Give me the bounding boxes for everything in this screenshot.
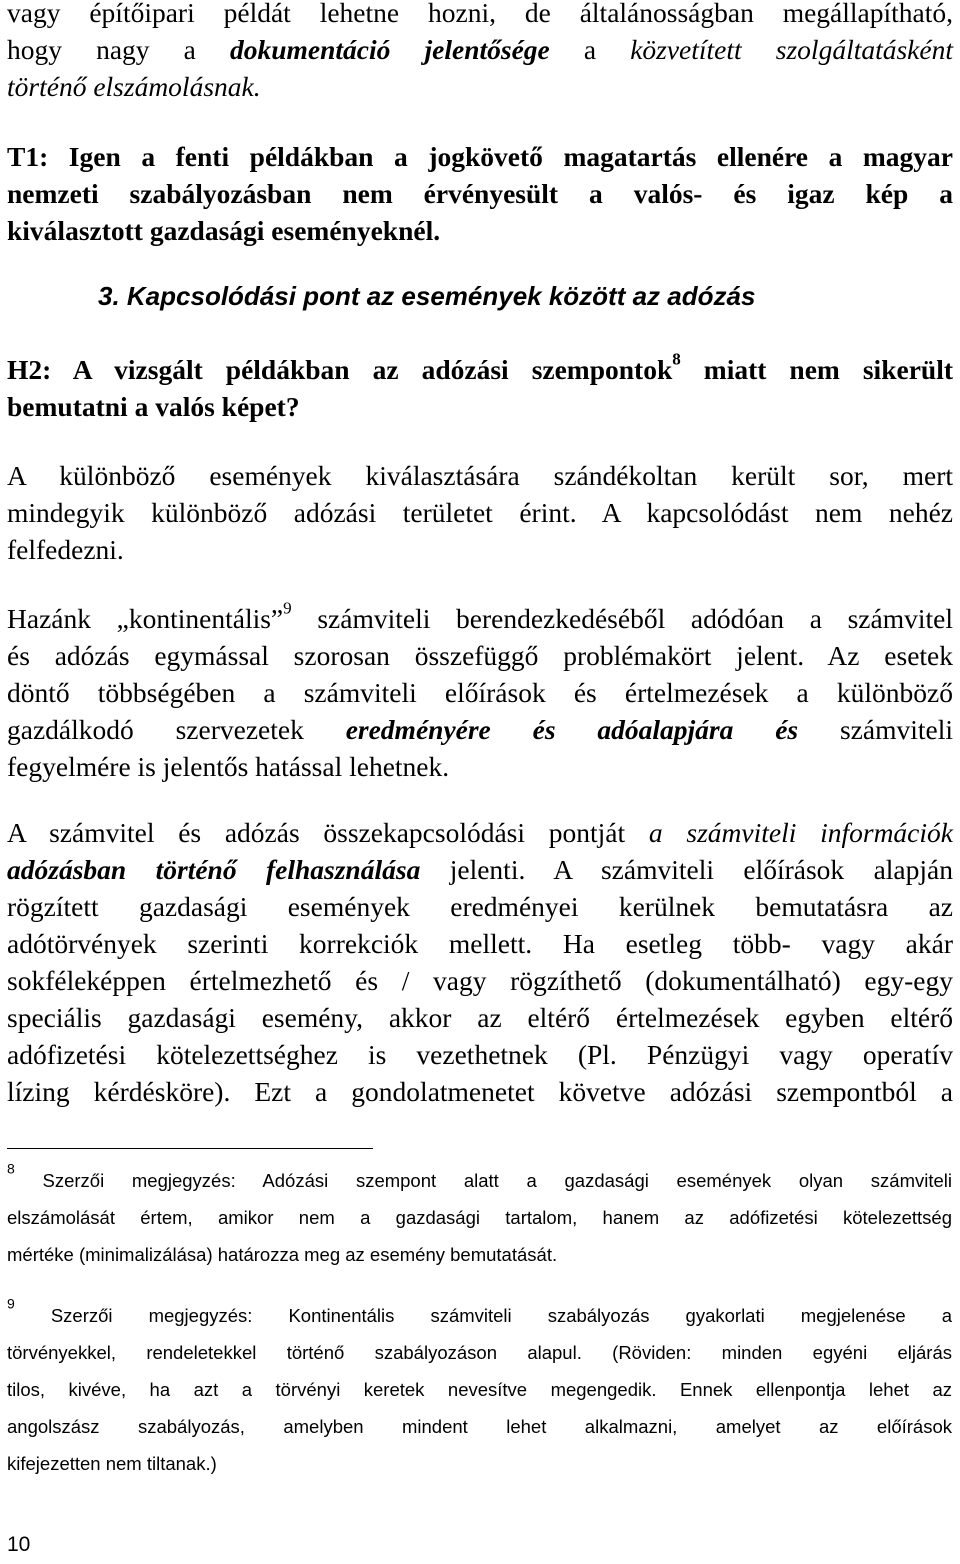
emphasis-text: és bbox=[532, 714, 556, 745]
text-run bbox=[556, 714, 598, 745]
hypothesis-h2 bbox=[7, 351, 953, 425]
text-line: és adózás egymással szorosan összefüggő problémakört jelent. Az esetek bbox=[7, 640, 953, 671]
emphasis-text: dokumentáció jelentősége bbox=[229, 34, 550, 65]
page-number: 10 bbox=[7, 1533, 31, 1556]
paragraph-continental bbox=[7, 600, 953, 785]
text-line: tilos, kivéve, ha azt a törvényi keretek nevesítve megengedik. Ennek ellenpontja lehet az bbox=[7, 1379, 952, 1400]
emphasis-text: és bbox=[775, 714, 799, 745]
emphasis-text: eredményére bbox=[345, 714, 491, 745]
text-line: adótörvények szerinti korrekciók mellett. Ha esetleg több- vagy akár bbox=[7, 928, 953, 959]
text-run: Hazánk „kontinentális” bbox=[7, 603, 284, 634]
text-run: A számvitel és adózás összekapcsolódási pontját bbox=[7, 817, 649, 848]
footnote-9 bbox=[7, 1297, 952, 1482]
text-line: T1: Igen a fenti példákban a jogkövető magatartás ellenére a magyar bbox=[7, 141, 953, 172]
italic-text: közvetített szolgáltatásként bbox=[630, 34, 953, 65]
emphasis-text: adózásban történő felhasználása bbox=[7, 854, 421, 885]
text-line bbox=[7, 814, 953, 851]
text-line: történő elszámolásnak. bbox=[7, 71, 261, 102]
text-line: lízing kérdésköre). Ezt a gondolatmenetet követve adózási szempontból a bbox=[7, 1076, 953, 1107]
text-line: mértéke (minimalizálása) határozza meg az esemény bemutatását. bbox=[7, 1244, 558, 1265]
footnote-number: 9 bbox=[7, 1295, 15, 1312]
paragraph-events bbox=[7, 457, 953, 568]
text-line: A különböző események kiválasztására szándékoltan került sor, mert bbox=[7, 460, 953, 491]
text-run: Szerzői megjegyzés: Adózási szempont alatt a gazdasági események olyan számviteli bbox=[14, 1170, 952, 1191]
text-line: rögzített gazdasági események eredményei kerülnek bemutatásra az bbox=[7, 891, 953, 922]
text-line: mindegyik különböző adózási területet érint. A kapcsolódást nem nehéz bbox=[7, 497, 953, 528]
italic-text: a számviteli információk bbox=[648, 817, 953, 848]
text-line: nemzeti szabályozásban nem érvényesült a valós- és igaz kép a bbox=[7, 178, 953, 209]
text-line bbox=[7, 1297, 952, 1334]
text-run: Szerzői megjegyzés: Kontinentális számviteli szabályozás gyakorlati megjelenése a bbox=[14, 1305, 952, 1326]
text-run: számviteli berendezkedéséből adódóan a számvitel bbox=[291, 603, 953, 634]
text-line: fegyelmére is jelentős hatással lehetnek. bbox=[7, 751, 450, 782]
text-line: bemutatni a valós képet? bbox=[7, 391, 300, 422]
text-line: elszámolását értem, amikor nem a gazdasági tartalom, hanem az adófizetési kötelezettség bbox=[7, 1207, 952, 1228]
text-line: angolszász szabályozás, amelyben mindent lehet alkalmazni, amelyet az előírások bbox=[7, 1416, 952, 1437]
footnote-separator bbox=[7, 1148, 373, 1149]
text-run bbox=[491, 714, 533, 745]
text-line: kiválasztott gazdasági eseményeknél. bbox=[7, 215, 441, 246]
text-line: speciális gazdasági esemény, akkor az eltérő értelmezések egyben eltérő bbox=[7, 1002, 953, 1033]
text-line bbox=[7, 1162, 952, 1199]
footnote-ref-8[interactable]: 8 bbox=[672, 349, 681, 369]
text-line: törvényekkel, rendeletekkel történő szabályozáson alapul. (Röviden: minden egyéni eljárás bbox=[7, 1342, 952, 1363]
text-line bbox=[7, 351, 953, 388]
text-run: hogy nagy a bbox=[7, 34, 230, 65]
text-run: H2: A vizsgált példákban az adózási szempontok bbox=[7, 354, 673, 385]
text-line: döntő többségében a számviteli előírások és értelmezések a különböző bbox=[7, 677, 953, 708]
text-line bbox=[7, 711, 953, 748]
paragraph-connection bbox=[7, 814, 953, 1110]
text-line: sokféleképpen értelmezhető és / vagy rögzíthető (dokumentálható) egy-egy bbox=[7, 965, 953, 996]
thesis-t1 bbox=[7, 138, 953, 249]
text-line: felfedezni. bbox=[7, 534, 124, 565]
section-heading: 3. Kapcsolódási pont az események között az adózás bbox=[98, 281, 756, 311]
text-line: vagy építőipari példát lehetne hozni, de általánosságban megállapítható, bbox=[7, 0, 953, 28]
text-line: kifejezetten nem tiltanak.) bbox=[7, 1453, 217, 1474]
footnote-ref-9[interactable]: 9 bbox=[283, 598, 292, 618]
paragraph-intro bbox=[7, 0, 953, 105]
text-run: a bbox=[549, 34, 631, 65]
text-line bbox=[7, 851, 953, 888]
emphasis-text: adóalapjára bbox=[597, 714, 734, 745]
footnote-number: 8 bbox=[7, 1160, 15, 1177]
footnote-8 bbox=[7, 1162, 952, 1273]
text-run: gazdálkodó szervezetek bbox=[7, 714, 346, 745]
text-run: miatt nem sikerült bbox=[680, 354, 953, 385]
text-run: jelenti. A számviteli előírások alapján bbox=[420, 854, 953, 885]
text-run bbox=[733, 714, 775, 745]
text-line bbox=[7, 31, 953, 68]
text-run: számviteli bbox=[798, 714, 953, 745]
text-line: adófizetési kötelezettséghez is vezethetnek (Pl. Pénzügyi vagy operatív bbox=[7, 1039, 953, 1070]
text-line bbox=[7, 600, 953, 637]
